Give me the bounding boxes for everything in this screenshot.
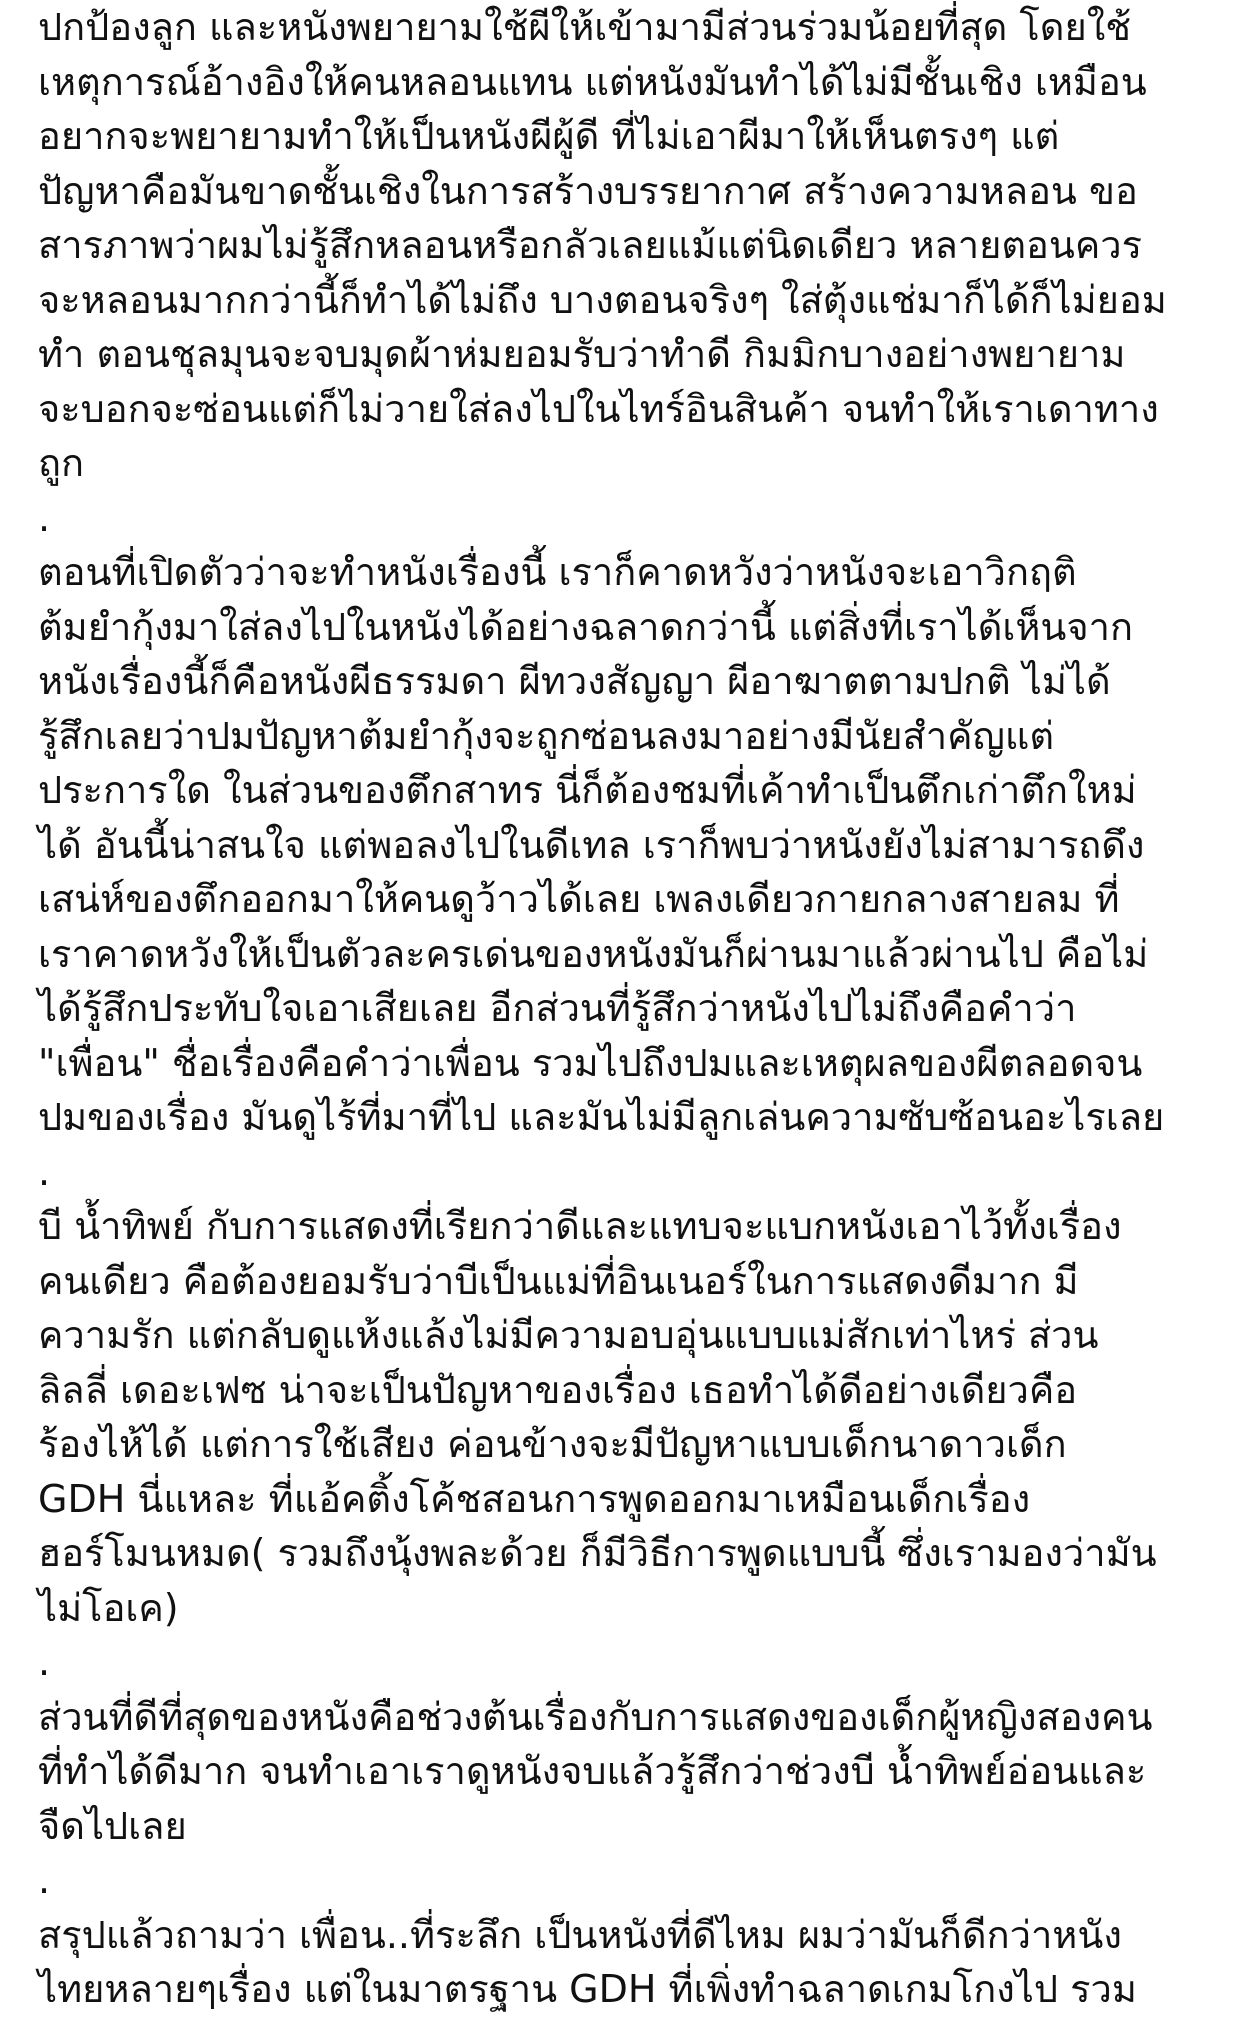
text-line: ร้องไห้ได้ แต่การใช้เสียง ค่อนข้างจะมีปัญหาแบบเด็กนาดาวเด็ก [38,1422,1067,1466]
text-line: จะบอกจะซ่อนแต่ก็ไม่วายใส่ลงไปในไทร์อินสินค้า จนทำให้เราเดาทาง [38,386,1159,431]
text-line: จืดไปเลย [38,1803,187,1848]
text-line: เหตุการณ์อ้างอิงให้คนหลอนแทน แต่หนังมันทำได้ไม่มีชั้นเชิง เหมือน [38,59,1147,104]
text-line: ถูก [38,441,85,485]
paragraph-separator: . [38,495,51,540]
text-line: คนเดียว คือต้องยอมรับว่าบีเป็นแม่ที่อินเนอร์ในการแสดงดีมาก มี [38,1258,1079,1303]
text-line: ทำ ตอนชุลมุนจะจบมุดผ้าห่มยอมรับว่าทำดี กิมมิกบางอย่างพยายาม [38,332,1126,376]
text-line: ไม่โอเค) [38,1585,179,1630]
text-line: GDH นี่แหละ ที่แอ้คติ้งโค้ชสอนการพูดออกมาเหมือนเด็กเรื่อง [38,1476,1031,1521]
text-line: ที่ทำได้ดีมาก จนทำเอาเราดูหนังจบแล้วรู้สึกว่าช่วงบี น้ำทิพย์อ่อนและ [38,1749,1147,1793]
text-line: สารภาพว่าผมไม่รู้สึกหลอนหรือกลัวเลยแม้แต่นิดเดียว หลายตอนควร [38,223,1143,267]
paragraph-separator: . [38,1640,51,1684]
text-line: บี น้ำทิพย์ กับการแสดงที่เรียกว่าดีและแทบจะแบกหนังเอาไว้ทั้งเรื่อง [38,1204,1122,1248]
text-line: ได้รู้สึกประทับใจเอาเสียเลย อีกส่วนที่รู้สึกว่าหนังไปไม่ถึงคือคำว่า [38,986,1077,1030]
text-line: ปัญหาคือมันขาดชั้นเชิงในการสร้างบรรยากาศ สร้างความหลอน ขอ [38,168,1138,213]
text-line: หนังเรื่องนี้ก็คือหนังผีธรรมดา ผีทวงสัญญา ผีอาฆาตตามปกติ ไม่ได้ [38,659,1111,703]
text-line: รู้สึกเลยว่าปมปัญหาต้มยำกุ้งจะถูกซ่อนลงมาอย่างมีนัยสำคัญแต่ [38,713,1055,758]
text-line: ฮอร์โมนหมด( รวมถึงนุ้งพละด้วย ก็มีวิธีการพูดแบบนี้ ซึ่งเรามองว่ามัน [38,1531,1157,1575]
text-line: ลิลลี่ เดอะเฟซ น่าจะเป็นปัญหาของเรื่อง เธอทำได้ดีอย่างเดียวคือ [38,1367,1078,1412]
text-line: จะหลอนมากกว่านี้ก็ทำได้ไม่ถึง บางตอนจริงๆ ใส่ตุ้งแช่มาก็ได้ก็ไม่ยอม [38,277,1167,322]
text-line: ได้ อันนี้น่าสนใจ แต่พอลงไปในดีเทล เราก็พบว่าหนังยังไม่สามารถดึง [38,822,1145,867]
text-line: เสน่ห์ของตึกออกมาให้คนดูว้าวได้เลย เพลงเดียวกายกลางสายลม ที่ [38,877,1120,921]
text-line: ประการใด ในส่วนของตึกสาทร นี่ก็ต้องชมที่เค้าทำเป็นตึกเก่าตึกใหม่ [38,768,1137,812]
text-line: ต้มยำกุ้งมาใส่ลงไปในหนังได้อย่างฉลาดกว่านี้ แต่สิ่งที่เราได้เห็นจาก [38,604,1134,649]
paragraph-separator: . [38,1858,51,1902]
post-body-text [38,0,1218,2017]
paragraph-separator: . [38,1149,51,1194]
text-line: ปมของเรื่อง มันดูไร้ที่มาที่ไป และมันไม่มีลูกเล่นความซับซ้อนอะไรเลย [38,1095,1165,1139]
text-line: อยากจะพยายามทำให้เป็นหนังผีผู้ดี ที่ไม่เอาผีมาให้เห็นตรงๆ แต่ [38,114,1060,158]
text-line: ปกป้องลูก และหนังพยายามใช้ผีให้เข้ามามีส่วนร่วมน้อยที่สุด โดยใช้ [38,5,1132,49]
text-line: สรุปแล้วถามว่า เพื่อน..ที่ระลึก เป็นหนังที่ดีไหม ผมว่ามันก็ดีกว่าหนัง [38,1912,1122,1957]
text-line: ความรัก แต่กลับดูแห้งแล้งไม่มีความอบอุ่นแบบแม่สักเท่าไหร่ ส่วน [38,1313,1099,1357]
text-line: ไทยหลายๆเรื่อง แต่ในมาตรฐาน GDH ที่เพิ่งทำฉลาดเกมโกงไป รวม [38,1967,1137,2011]
text-line: เราคาดหวังให้เป็นตัวละครเด่นของหนังมันก็ผ่านมาแล้วผ่านไป คือไม่ [38,931,1149,976]
text-line: ตอนที่เปิดตัวว่าจะทำหนังเรื่องนี้ เราก็คาดหวังว่าหนังจะเอาวิกฤติ [38,550,1077,594]
text-line: "เพื่อน" ชื่อเรื่องคือคำว่าเพื่อน รวมไปถึงปมและเหตุผลของผีตลอดจน [38,1040,1143,1085]
text-line: ส่วนที่ดีที่สุดของหนังคือช่วงต้นเรื่องกับการแสดงของเด็กผู้หญิงสองคน [38,1694,1153,1739]
